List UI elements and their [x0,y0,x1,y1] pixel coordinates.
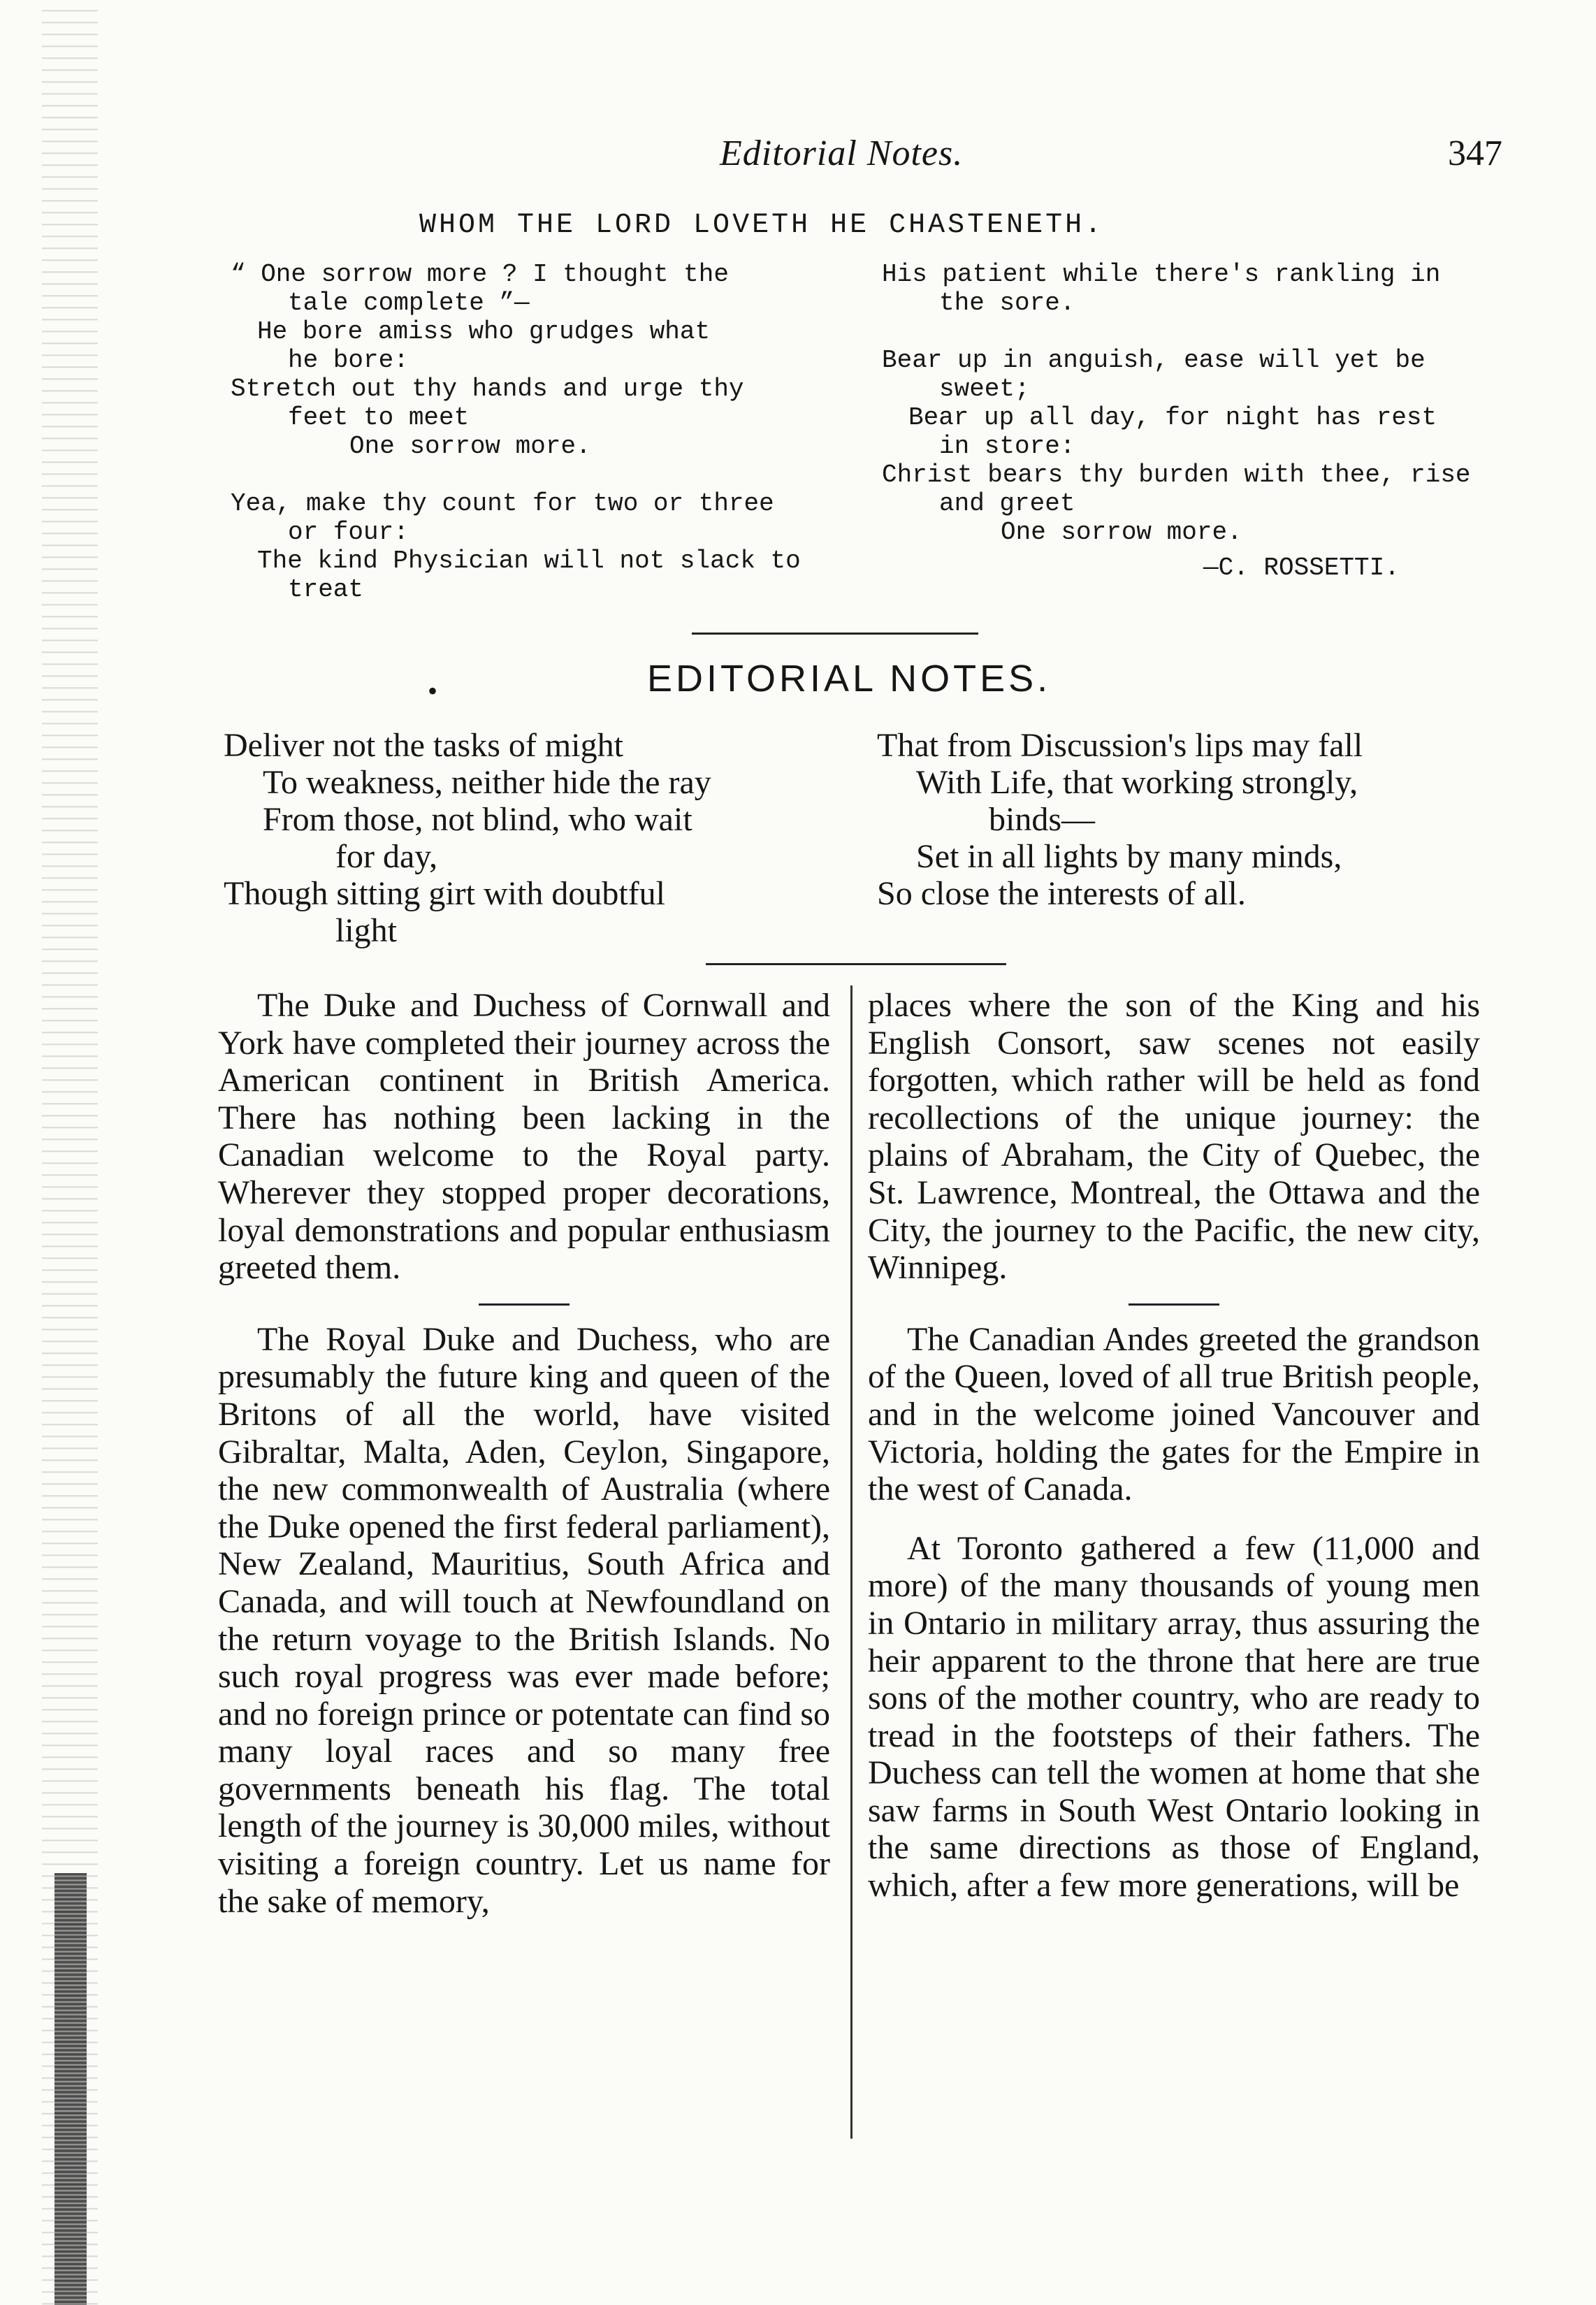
poem-line: Bear up in anguish, ease will yet be [882,346,1425,375]
verse-line: light [335,912,398,949]
poem-line: Yea, make thy count for two or three [231,489,774,518]
paragraph-divider [1129,1303,1219,1306]
paragraph-divider [479,1303,570,1306]
verse-line: binds— [989,801,1096,838]
poem-line: Stretch out thy hands and urge thy [231,375,744,403]
poem-line: Bear up all day, for night has rest [908,403,1437,432]
poem-line: He bore amiss who grudges what [257,317,711,346]
paragraph: At Toronto gathered a few (11,000 and more) of the many thousands of young men in Ontario in military array, thus assuring the heir apparent to the throne that here are true sons of the mother country, who are ready to tread in the footsteps of their fathers. The Duchess can tell the women at home that she saw farms in South West Ontario looking in the same directions as those of England, which, after a few more generations, will be [868,1529,1480,1905]
verse-line: Though sitting girt with doubtful [224,875,665,912]
verse-line: Deliver not the tasks of might [224,727,623,764]
poem-line: in store: [939,432,1075,461]
page-number: 347 [1448,133,1502,173]
poem-line: the sore. [939,289,1075,317]
binding-stitching [55,1873,87,2305]
running-title: Editorial Notes. [720,133,964,173]
poem-line: One sorrow more. [349,432,591,461]
paragraph: The Royal Duke and Duchess, who are presumably the future king and queen of the Britons of all the world, have visited Gibraltar, Malta, Aden, Ceylon, Singapore, the new commonwealth of Australia (where the Duke opened the first federal parliament), New Zealand, Mauritius, South Africa and Canada, and will touch at Newfoundland on the return voyage to the British Islands. No such royal progress was ever made before; and no foreign prince or potentate can find so many loyal races and so many free governments beneath his flag. The total length of the journey is 30,000 miles, without visiting a foreign country. Let us name for the sake of memory, [218,1320,830,1920]
verse-line: To weakness, neither hide the ray [263,764,711,801]
poem-right-column [882,260,1497,582]
paragraph: The Duke and Duchess of Cornwall and York have completed their journey across the American continent in British America. There has nothing been lacking in the Canadian welcome to the Royal party. Wherever they stopped proper decorations, loyal demonstrations and popular enthusiasm greeted them. [218,987,830,1287]
text-column-right [868,987,1480,1905]
poem-line: feet to meet [288,403,470,432]
poem-line: or four: [288,518,409,547]
verse-line: So close the interests of all. [877,875,1246,912]
poem-title: WHOM THE LORD LOVETH HE CHASTENETH. [419,210,1105,241]
section-divider [692,633,978,635]
poem-attribution: —C. ROSSETTI. [1203,554,1400,582]
section-bullet: • [428,675,438,707]
column-rule [850,985,853,2139]
paragraph: places where the son of the King and his English Consort, saw scenes not easily forgotten, which rather will be held as fond recollections of the unique journey: the plains of Abraham, the City of Quebec, the St. Lawrence, Montreal, the Ottawa and the City, the journey to the Pacific, the new city, Winnipeg. [868,987,1480,1287]
page-header [224,133,1502,182]
section-divider [706,963,1006,965]
verse-line: From those, not blind, who wait [263,801,692,838]
epigraph-left [224,727,711,949]
poem-line: tale complete ”— [288,289,530,317]
verse-line: That from Discussion's lips may fall [877,727,1363,764]
text-column-left [218,987,830,1920]
poem-line: His patient while there's rankling in [882,260,1441,289]
verse-line: With Life, that working strongly, [916,764,1358,801]
poem-line: sweet; [939,375,1030,403]
poem-left-column [231,260,846,604]
poem-line: One sorrow more. [1001,518,1242,547]
poem-line: Christ bears thy burden with thee, rise [882,461,1471,489]
paragraph: The Canadian Andes greeted the grandson of the Queen, loved of all true British people, and in the welcome joined Vancouver and Victoria, holding the gates for the Empire in the west of Canada. [868,1320,1480,1508]
poem-line: treat [288,575,364,604]
poem-line: “ One sorrow more ? I thought the [231,260,729,289]
poem-line: The kind Physician will not slack to [257,547,801,575]
poem-line: he bore: [288,346,409,375]
section-title: EDITORIAL NOTES. [647,658,1052,700]
epigraph-right [877,727,1363,912]
verse-line: for day, [335,838,438,875]
poem-line: and greet [939,489,1075,518]
verse-line: Set in all lights by many minds, [916,838,1342,875]
paragraph-gap [1129,1518,1219,1520]
